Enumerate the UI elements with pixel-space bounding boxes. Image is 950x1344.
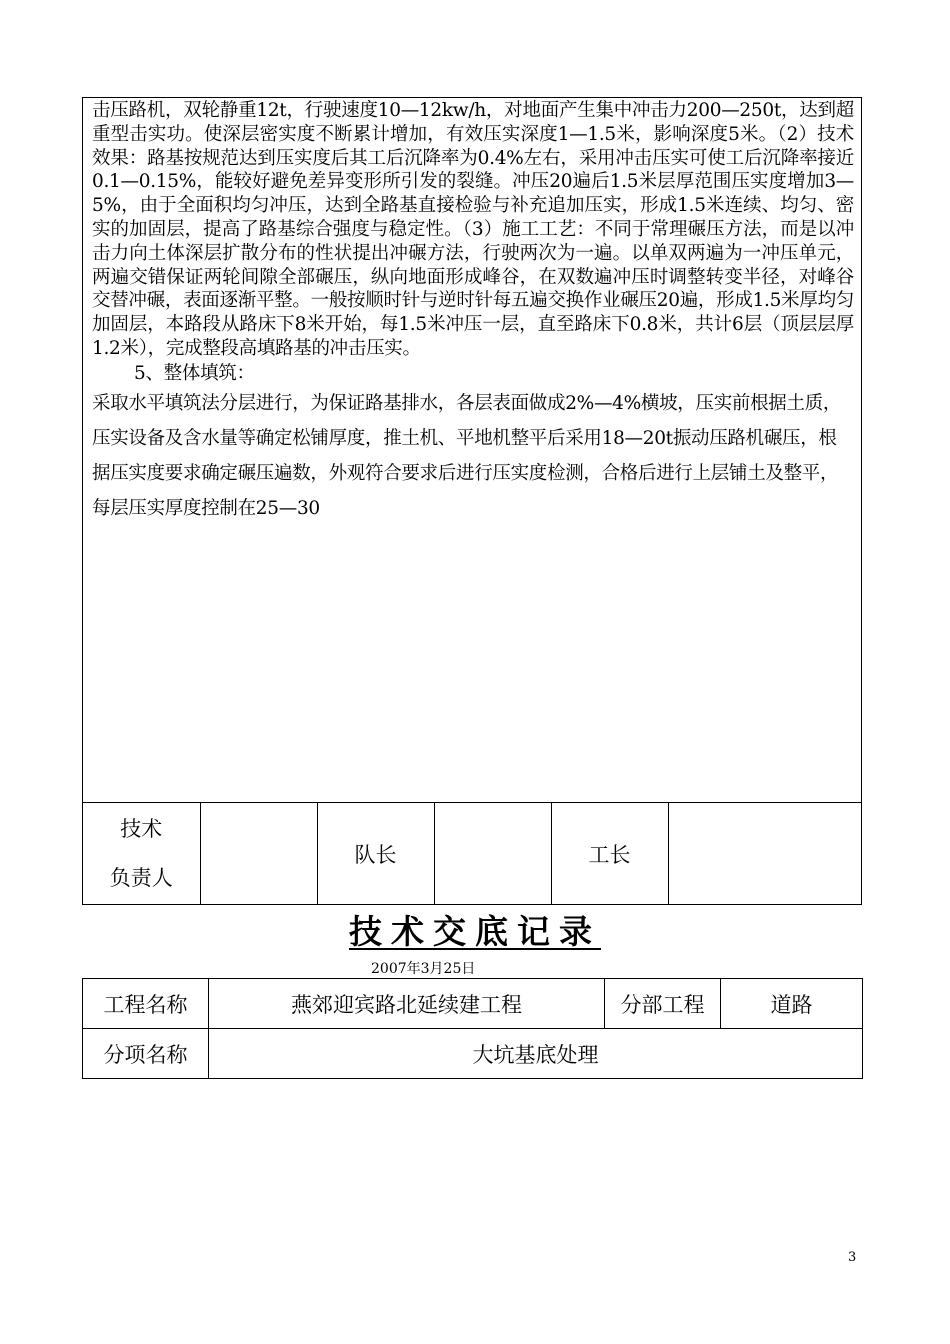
tech-lead-label-line2: 负责人: [109, 865, 173, 890]
subitem-value: 大坑基底处理: [209, 1029, 863, 1079]
project-name-value: 燕郊迎宾路北延续建工程: [209, 979, 605, 1029]
tech-lead-label-line1: 技术: [120, 816, 163, 841]
content-frame: [82, 97, 862, 905]
record-date: 2007年3月25日: [371, 961, 476, 977]
team-leader-label: 队长: [317, 803, 434, 905]
team-leader-signature-cell[interactable]: [434, 803, 551, 905]
section-heading-5: 5、整体填筑：: [134, 362, 255, 384]
record-title: [0, 906, 950, 953]
body-paragraph-1: 击压路机，双轮静重12t，行驶速度10—12kw/h，对地面产生集中冲击力200—250t，达到超重型击实功。使深层密实度不断累计增加，有效压实深度1—1.5米，影响深度5米。（2）技术效果：路基按规范达到压实度后其工后沉降率为0.4%左右，采用冲击压实可使工后沉降率接近0.1—0.15%，能较好避免差异变形所引发的裂缝。冲压20遍后1.5米层厚范围压实度增加3—5%，由于全面积均匀冲压，达到全路基直接检验与补充追加压实，形成1.5米连续、均匀、密实的加固层，提高了路基综合强度与稳定性。（3）施工工艺：不同于常理碾压方法，而是以冲击力向土体深层扩散分布的性状提出冲碾方法，行驶两次为一遍。以单双两遍为一冲压单元，两遍交错保证两轮间隙全部碾压，纵向地面形成峰谷，在双数遍冲压时调整转变半径，对峰谷交替冲碾，表面逐渐平整。一般按顺时针与逆时针每五遍交换作业碾压20遍，形成1.5米厚均匀加固层，本路段从路床下8米开始，每1.5米冲压一层，直至路床下0.8米，共计6层（顶层层厚1.2米），完成整段高填路基的冲击压实。: [92, 100, 854, 359]
tech-lead-label: [83, 803, 200, 905]
project-info-table: [82, 978, 863, 1079]
body-text: [92, 99, 854, 526]
record-title-text: 技术交底记录: [349, 912, 601, 951]
subitem-label: 分项名称: [83, 1029, 209, 1079]
signature-table: [83, 802, 861, 904]
division-value: 道路: [721, 979, 863, 1029]
foreman-label: 工长: [551, 803, 668, 905]
foreman-signature-cell[interactable]: [668, 803, 861, 905]
body-paragraph-2: 采取水平填筑法分层进行，为保证路基排水，各层表面做成2%—4%横坡，压实前根据土质，压实设备及含水量等确定松铺厚度，推土机、平地机整平后采用18—20t振动压路机碾压，根据压实度要求确定碾压遍数，外观符合要求后进行压实度检测，合格后进行上层铺土及整平，每层压实厚度控制在25—30: [92, 392, 842, 519]
page-number: 3: [848, 1250, 857, 1265]
division-label: 分部工程: [605, 979, 721, 1029]
tech-lead-signature-cell[interactable]: [200, 803, 317, 905]
project-name-label: 工程名称: [83, 979, 209, 1029]
